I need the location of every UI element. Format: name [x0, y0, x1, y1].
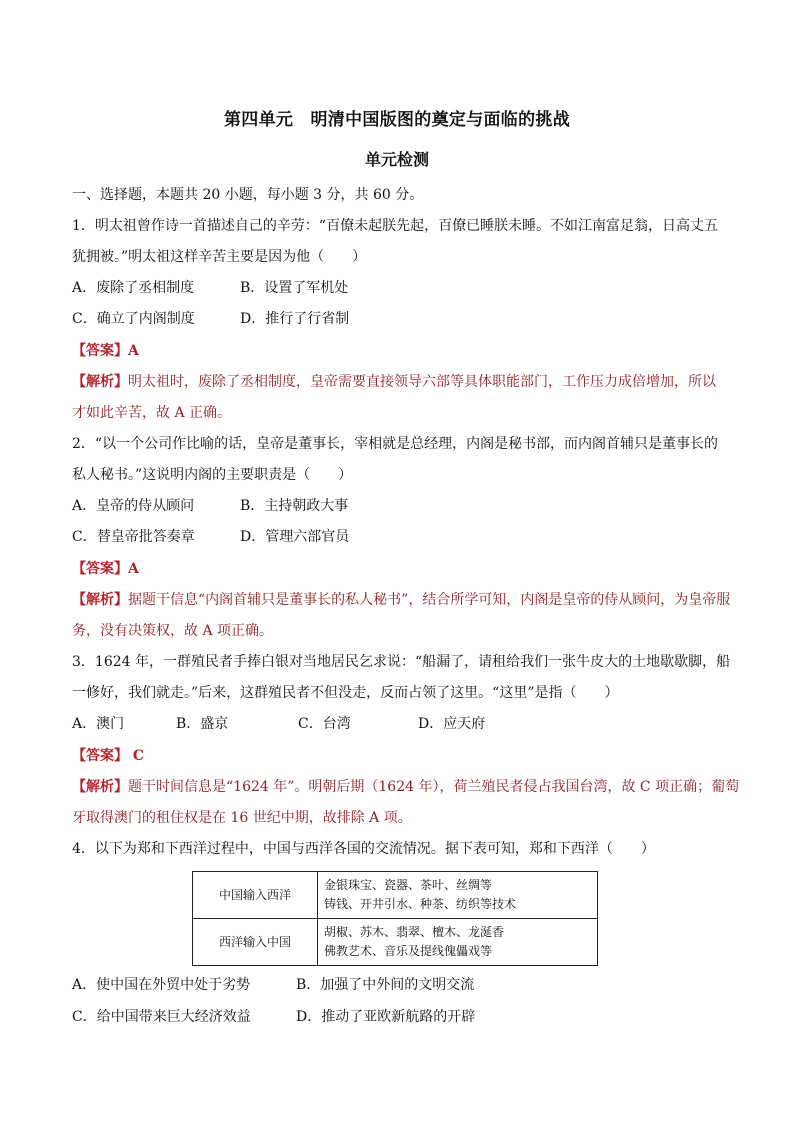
q2-stem-line-2: 私人秘书。”这说明内阁的主要职责是（ ）	[72, 467, 353, 483]
q3-option-a: A．澳门	[72, 716, 125, 732]
q3-answer	[72, 746, 732, 766]
explain-tag: 【解析】	[72, 779, 128, 795]
table-cell-line: 佛教艺术、音乐及提线傀儡戏等	[324, 944, 493, 958]
q4-option-b: B．加强了中外间的文明交流	[296, 977, 475, 993]
table-cell	[318, 872, 598, 919]
q4-option-a: A．使中国在外贸中处于劣势	[72, 977, 251, 993]
q1-option-c: C．确立了内阁制度	[72, 311, 195, 327]
table-cell-line: 胡椒、苏木、翡翠、檀木、龙涎香	[324, 925, 505, 939]
q2-option-a: A．皇帝的侍从顾问	[72, 498, 195, 514]
q3-options-row	[72, 714, 732, 734]
q1-stem-line-1: 1．明太祖曾作诗一首描述自己的辛劳：“百僚未起朕先起，百僚已睡朕未睡。不如江南富足翁，日高丈五	[72, 218, 719, 234]
q3-stem-line-1: 3．1624 年，一群殖民者手捧白银对当地居民乞求说：“船漏了，请租给我们一张牛皮大的土地歇歇脚，船	[72, 654, 731, 670]
q2-option-d: D．管理六部官员	[240, 529, 350, 545]
q4-exchange-table	[192, 871, 598, 966]
q3-explanation-line-2: 牙取得澳门的租住权是在 16 世纪中期，故排除 A 项。	[72, 810, 412, 826]
q1-option-a: A．废除了丞相制度	[72, 280, 195, 296]
q4-stem-line-1: 4．以下为郑和下西洋过程中，中国与西洋各国的交流情况。据下表可知，郑和下西洋（ ）	[72, 841, 655, 857]
q4-option-c: C．给中国带来巨大经济效益	[72, 1009, 251, 1025]
q3-option-d: D．应天府	[418, 716, 486, 732]
explain-tag: 【解析】	[72, 374, 128, 390]
q2-answer-value: A	[128, 561, 139, 577]
q1-option-d: D．推行了行省制	[240, 311, 350, 327]
q1-option-b: B．设置了军机处	[240, 280, 349, 296]
answer-tag: 【答案】	[72, 748, 128, 764]
q4-options-row-2	[72, 1007, 732, 1027]
q3-answer-value: C	[128, 748, 145, 764]
q3-option-b: B．盛京	[176, 716, 229, 732]
q1-stem-line-2: 犹拥被。”明太祖这样辛苦主要是因为他（ ）	[72, 249, 367, 265]
answer-tag: 【答案】	[72, 343, 128, 359]
q2-option-b: B．主持朝政大事	[240, 498, 349, 514]
q3-stem-line-2: 一修好，我们就走。”后来，这群殖民者不但没走，反而占领了这里。“这里”是指（ ）	[72, 685, 619, 701]
explain-tag: 【解析】	[72, 592, 128, 608]
page-title: 第四单元 明清中国版图的奠定与面临的挑战	[224, 110, 570, 130]
q1-explanation-text-1: 明太祖时，废除了丞相制度，皇帝需要直接领导六部等具体职能部门，工作压力成倍增加，所以	[128, 374, 716, 390]
q2-option-c: C．替皇帝批答奏章	[72, 529, 195, 545]
q2-explanation-line-2: 务，没有决策权，故 A 项正确。	[72, 623, 274, 639]
answer-tag: 【答案】	[72, 561, 128, 577]
q2-explanation-text-1: 据题干信息“内阁首辅只是董事长的私人秘书”，结合所学可知，内阁是皇帝的侍从顾问，为皇帝服	[128, 592, 731, 608]
table-row-header: 中国输入西洋	[193, 872, 318, 919]
q1-options-row-1	[72, 278, 732, 298]
table-row	[193, 872, 598, 919]
q2-answer	[72, 559, 732, 579]
q1-options-row-2	[72, 309, 732, 329]
page-subtitle: 单元检测	[364, 150, 429, 169]
table-cell-line: 金银珠宝、瓷器、茶叶、丝绸等	[324, 878, 493, 892]
table-row-header: 西洋输入中国	[193, 919, 318, 966]
table-row	[193, 919, 598, 966]
q3-option-c: C．台湾	[298, 716, 351, 732]
table-cell-line: 铸钱、开井引水、种茶、纺织等技术	[324, 897, 517, 911]
q3-explanation-line-1	[72, 777, 740, 797]
q4-option-d: D．推动了亚欧新航路的开辟	[296, 1009, 476, 1025]
q4-options-row-1	[72, 975, 732, 995]
section-heading: 一、选择题，本题共 20 小题，每小题 3 分，共 60 分。	[72, 187, 424, 203]
q1-answer	[72, 341, 732, 361]
q1-explanation-line-2: 才如此辛苦，故 A 正确。	[72, 405, 232, 421]
q2-explanation-line-1	[72, 590, 732, 610]
q1-answer-value: A	[128, 343, 139, 359]
q2-stem-line-1: 2．“以一个公司作比喻的话，皇帝是董事长，宰相就是总经理，内阁是秘书部，而内阁首辅只是董事长的	[72, 436, 719, 452]
table-cell	[318, 919, 598, 966]
q2-options-row-1	[72, 496, 732, 516]
q2-options-row-2	[72, 527, 732, 547]
q1-explanation-line-1	[72, 372, 732, 392]
q3-explanation-text-1: 题干时间信息是“1624 年”。明朝后期（1624 年），荷兰殖民者侵占我国台湾，故 C 项正确；葡萄	[128, 779, 740, 795]
